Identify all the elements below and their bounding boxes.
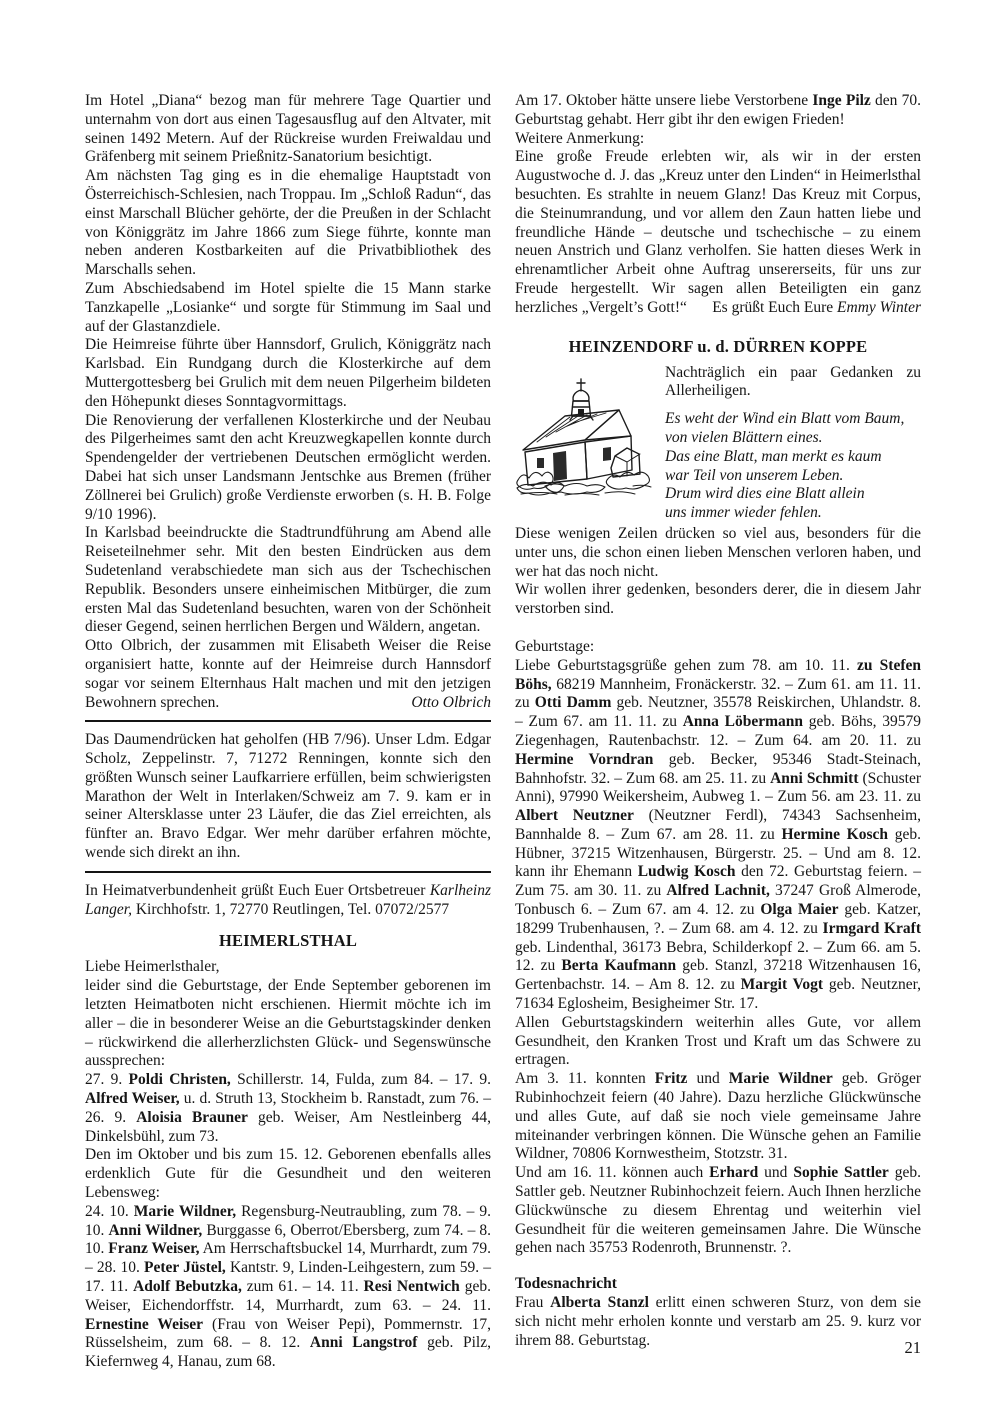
text-run: Kantstr. 9, Linden-Leihgestern, zum 59. – 17. 11.	[85, 1259, 491, 1296]
paragraph-with-signature	[515, 148, 921, 317]
ruby-wedding-sattler	[515, 1164, 921, 1258]
text-run: den 70. Geburtstag gehabt. Herr gibt ihr den ewigen Frieden!	[515, 92, 922, 128]
text-run: geb. Neutzner, 35578 Reiskirchen, Uhlandstr. 8. – Zum 67. am 11. 11. zu	[515, 694, 922, 731]
ortsbetreuer-greeting	[85, 882, 491, 920]
text-run: Schillerstr. 14, Fulda, zum 84. – 17. 9.	[230, 1071, 491, 1089]
poem-line: Drum wird dies eine Blatt allein	[665, 485, 865, 503]
bold-text: Fritz	[654, 1070, 688, 1088]
bold-text: Irmgard Kraft	[822, 919, 921, 937]
text-run: Und am 16. 11. können auch	[515, 1164, 710, 1182]
text-run: In Karlsbad beeindruckte die Stadtrundführung am Abend alle Reiseteilnehmer sehr. Mit den besten Eindrücken aus dem Sudetenland verabschiedete man sich aus der Tschechischen Republik. Besonders unsere einheimischen Mitbürger, die zum ersten Mal das Sudetenland besuchten, waren von der Schönheit dieser Gegend, seinen herrlichen Bergen und Wäldern, angetan.	[85, 524, 491, 636]
paragraph	[85, 280, 491, 336]
bold-text: Peter Jüstel,	[144, 1259, 226, 1277]
bold-text: Alfred Lachnit,	[666, 882, 770, 900]
birthday-list-september	[85, 1071, 491, 1146]
bold-text: Marie Wildner,	[133, 1202, 237, 1220]
text-run: leider sind die Geburtstage, der Ende September geborenen im letzten Heimatboten nicht erschienen. Hiermit möchte ich im aller – die in besonderer Weise an die Geburtstagskinder denken – rückwirkend die allerherzlichsten Glück- und Segenswünsche aussprechen:	[85, 977, 491, 1070]
text-run: Die Heimreise führte über Hannsdorf, Grulich, Königgrätz nach Karlsbad. Ein Rundgang durch die Klosterkirche auf dem Muttergottesberg bei Grulich mit dem neuen Pilgerheim bildeten den Höhepunkt dieses Sonntagvormittags.	[85, 336, 491, 410]
italic-text: Emmy Winter	[837, 298, 921, 316]
text-run: geb. Katzer, 18299 Trubenhausen, ?. – Zum 68. am 4. 12. zu	[515, 901, 922, 937]
text-run: zum 61. – 14. 11.	[241, 1278, 364, 1296]
text-run: geb. Böhs, 39579 Ziegenhagen, Rautenbachstr. 12. – Zum 64. am 20. 11. zu	[515, 713, 921, 749]
paragraph	[85, 167, 491, 280]
paragraph	[515, 638, 921, 657]
bold-text: Alberta Stanzl	[550, 1294, 649, 1312]
text-run: und	[687, 1070, 729, 1088]
signature	[712, 299, 921, 318]
text-run: geb. Stanzl, 37218 Witzenhausen 16, Gertenbachstr. 14. – Am 8. 12. zu	[515, 957, 921, 994]
signature	[411, 694, 491, 713]
page-number: 21	[904, 1338, 921, 1357]
bold-text: Anni Langstrof	[309, 1334, 418, 1352]
text-run: In Heimatverbundenheit grüßt Euch Euer Ortsbetreuer	[85, 881, 430, 899]
bold-text: Resi Nentwich	[363, 1278, 460, 1296]
text-run: Eine große Freude erlebten wir, als wir in der ersten Augustwoche d. J. das „Kreuz unter den Linden“ in Heimerlsthal besuchten. Es strahlte in neuem Glanz! Das Kreuz mit Corpus, die Steinumrandung, und vor allem den Zaun hatten liebe und freundliche Hände – deutsche und tschechische – zu einem neuen Anstrich und Glanz verholfen. Sie hatten dieses Werk in ehrenamtlicher Arbeit ohne Auftrag unsererseits, für uns zur Freude hergestellt. Wir sagen allen Beteiligten ein ganz herzliches „Vergelt’s Gott!“	[515, 148, 921, 316]
bold-text: Anna Löbermann	[682, 713, 804, 731]
text-run: 27. 9.	[85, 1071, 129, 1089]
paragraph	[515, 525, 921, 581]
bold-text: Berta Kaufmann	[561, 957, 677, 975]
text-run: Im Hotel „Diana“ bezog man für mehrere Tage Quartier und unternahm von dort aus einen Tagesausflug auf den Altvater, mit seinen 1492 Metern. Auf der Rückreise wurden Freiwaldau und Gräfenberg mit seinem Prießnitz-Sanatorium besichtigt.	[85, 92, 491, 166]
todesnachricht-heading	[515, 1275, 921, 1294]
ruby-wedding-wildner	[515, 1070, 921, 1164]
bold-text: Aloisia Brauner	[136, 1108, 248, 1126]
text-run: (Neutzner Ferdl), 74343 Sachsenheim, Bannhalde 8. – Zum 67. am 28. 11. zu	[515, 807, 921, 843]
bold-text: Todesnachricht	[515, 1275, 617, 1293]
text-run: geb. Hübner, 37215 Witzenhausen, Bürgerstr. 25. – Und am 8. 12. kann ihr Ehemann	[515, 825, 921, 881]
right-column	[515, 92, 921, 1350]
figure-text	[665, 364, 921, 523]
text-run: geb. Sattler geb. Neutzner Rubinhochzeit feiern. Auch Ihnen herzliche Glückwünsche zu diesem Ehrentag und weiterhin viel Gesundheit für die weiteren gemeinsamen Jahre. Die Wünsche gehen nach 35753 Rodenroth, Brunnenstr. ?.	[515, 1164, 921, 1257]
allerheiligen-figure	[515, 364, 921, 523]
poem-line: war Teil von unserem Leben.	[665, 466, 844, 484]
bold-text: Poldi Christen,	[128, 1071, 231, 1089]
text-run: Liebe Heimerlsthaler,	[85, 958, 220, 976]
text-run: Otto Olbrich, der zusammen mit Elisabeth Weiser die Reise organisiert hatte, konnte auf der Heimreise durch Hannsdorf sogar vor seinem Elternhaus Halt machen und mit den jetzigen Bewohnern sprechen.	[85, 637, 491, 711]
text-run: geb. Becker, 95346 Stadt-Steinach, Bahnhofstr. 32. – Zum 68. am 25. 11. zu	[515, 750, 921, 787]
text-run: und	[758, 1164, 794, 1182]
text-run: (Frau von Weiser Pepi), Pommernstr. 17, Rüsselsheim, zum 68. – 8. 12.	[85, 1315, 492, 1352]
paragraph	[515, 130, 921, 149]
spacer	[515, 1258, 921, 1275]
paragraph	[85, 524, 491, 637]
bold-text: Otti Damm	[534, 694, 612, 712]
text-run: Zum Abschiedsabend im Hotel spielte die 15 Mann starke Tanzkapelle „Losianke“ und sorgte für Stimmung im Saal und auf der Glastanzdiele.	[85, 279, 491, 335]
bold-text: Adolf Bebutzka,	[133, 1278, 242, 1296]
birthday-list-october-december	[85, 1203, 491, 1372]
bold-text: Ludwig Kosch	[637, 863, 736, 881]
text-run: geb. Weiser, Am Nestleinberg 44, Dinkelsbühl, zum 73.	[85, 1108, 491, 1145]
bold-text: Margit Vogt	[740, 976, 824, 994]
text-run: Allen Geburtstagskindern weiterhin alles Gute, vor allem Gesundheit, den Kranken Trost und Kraft um das Schwere zu ertragen.	[515, 1013, 921, 1069]
paragraph-with-signature	[85, 637, 491, 712]
text-run: Weitere Anmerkung:	[515, 129, 645, 147]
text-run: Regensburg-Neutraubling, zum 78. – 9. 10.	[85, 1202, 491, 1239]
paragraph	[85, 958, 491, 977]
text-run: geb. Pilz, Kiefernweg 4, Hanau, zum 68.	[85, 1334, 491, 1371]
text-run: (Schuster Anni), 97990 Weikersheim, Aubweg 1. – Zum 56. am 23. 11. zu	[515, 769, 921, 806]
bold-text: Ernestine Weiser	[85, 1315, 204, 1333]
section-heading-heinzendorf: HEINZENDORF u. d. DÜRREN KOPPE	[568, 336, 868, 356]
poem-line: von vielen Blättern eines.	[665, 428, 823, 446]
text-run: Geburtstage:	[515, 637, 595, 655]
inge-pilz-memorial	[515, 92, 921, 130]
bold-text: Anni Wildner,	[108, 1221, 203, 1239]
bold-text: Alfred Weiser,	[85, 1090, 180, 1108]
text-run: Nachträglich ein paar Gedanken zu Allerheiligen.	[665, 363, 921, 400]
text-run: 37247 Groß Almerode, Tonbusch 6. – Zum 67. am 4. 12. zu	[515, 882, 921, 919]
paragraph	[85, 412, 491, 525]
text-run: geb. Gröger Rubinhochzeit feiern (40 Jahre). Dazu herzliche Glückwünsche und alles Gute, auf daß sie noch viele gemeinsame Jahre miteinander verbringen können. Die Wünsche gehen an Familie Wildner, 70806 Kornwestheim, Stotzstr. 31.	[515, 1070, 921, 1163]
church-chapel-sketch	[515, 364, 665, 523]
bold-text: Hermine Kosch	[781, 825, 889, 843]
figure-intro	[665, 364, 921, 402]
bold-text: zu Stefen Böhs,	[515, 656, 921, 693]
text-run: Kirchhofstr. 1, 72770 Reutlingen, Tel. 07072/2577	[131, 900, 450, 918]
text-run: den 72. Geburtstag feiern. – Zum 75. am 30. 11. zu	[515, 863, 922, 900]
bold-text: Anni Schmitt	[770, 769, 859, 787]
bold-text: Albert Neutzner	[515, 807, 634, 825]
text-run: geb. Neutzner, 71634 Eglosheim, Besigheimer Str. 17.	[515, 976, 921, 1013]
text-run: Das Daumendrücken hat geholfen (HB 7/96). Unser Ldm. Edgar Scholz, Zeppelinstr. 7, 71272 Renningen, konnte sich den größten Wunsch seiner Laufkarriere erfüllen, beim schwierigsten Marathon der Welt in Interlaken/Schweiz am 7. 9. kam er in seiner Altersklasse unter 23 Läufer, die das Ziel erreichten, als fünfter an. Bravo Edgar. Wer mehr darüber erfahren möchte, wende sich direkt an ihn.	[85, 731, 491, 862]
text-run: Wir wollen ihrer gedenken, besonders derer, die in diesem Jahr verstorben sind.	[515, 581, 921, 618]
text-run: Am Herrschaftsbuckel 14, Murrhardt, zum 79. – 28. 10.	[85, 1240, 491, 1277]
spacer	[515, 619, 921, 638]
text-run: Den im Oktober und bis zum 15. 12. Geborenen ebenfalls alles erdenklich Gute für die Gesundheit und den weiteren Lebensweg:	[85, 1146, 491, 1202]
text-run: Am 3. 11. konnten	[515, 1070, 655, 1088]
text-run: Liebe Geburtstagsgrüße gehen zum 78. am 10. 11.	[515, 656, 858, 674]
text-run: Diese wenigen Zeilen drücken so viel aus, besonders für die unter uns, die schon einen lieben Menschen verloren haben, und wer hat das noch nicht.	[515, 524, 921, 580]
paragraph	[85, 977, 491, 1071]
italic-text: Karlheinz Langer,	[85, 881, 491, 918]
paragraph	[85, 1146, 491, 1202]
paragraph	[85, 731, 491, 863]
church-chapel-sketch	[515, 376, 655, 498]
text-run: Am nächsten Tag ging es in die ehemalige Hauptstadt von Österreichisch-Schlesien, nach Troppau. Im „Schloß Radun“, das einst Marschall Blücher gehörte, der die Preußen in der Schlacht von Königgrätz im Jahre 1866 zum Siege führte, konnte man neben anderen Kostbarkeiten auf die Privatbibliothek des Marschalls sehen.	[85, 167, 491, 279]
birthday-list-november-december	[515, 657, 921, 1014]
text-run: Am 17. Oktober hätte unsere liebe Verstorbene	[515, 92, 813, 109]
bold-text: Hermine Vorndran	[515, 750, 654, 768]
bold-text: Marie Wildner	[728, 1070, 833, 1088]
italic-text: Otto Olbrich	[411, 693, 491, 711]
text-run: Frau	[515, 1294, 551, 1312]
paragraph	[515, 581, 921, 619]
text-run: erlitt einen schweren Sturz, von dem sie sich nicht mehr erholen konnte und verstarb am 25. 9. kurz vor ihrem 88. Geburtstag.	[515, 1294, 921, 1349]
memorial-poem	[665, 410, 921, 523]
text-run: 24. 10.	[85, 1202, 134, 1220]
bold-text: Erhard	[709, 1164, 759, 1182]
text-run: geb. Lindenthal, 36173 Bebra, Schilderkopf 2. – Zum 66. am 5. 12. zu	[515, 938, 921, 975]
bold-text: Franz Weiser,	[108, 1240, 200, 1258]
paragraph	[85, 92, 491, 167]
cross-icon	[577, 379, 585, 391]
section-heading-heimerlsthal: HEIMERLSTHAL	[218, 931, 358, 951]
section-divider	[85, 720, 491, 722]
paragraph	[515, 1014, 921, 1070]
poem-line: uns immer wieder fehlen.	[665, 504, 822, 522]
bold-text: Sophie Sattler	[793, 1164, 889, 1182]
section-divider	[85, 871, 491, 873]
text-run: 68219 Mannheim, Fronäckerstr. 32. – Zum 61. am 11. 11. zu	[515, 675, 921, 712]
text-run: Die Renovierung der verfallenen Klosterkirche und der Neubau des Pilgerheimes samt den acht Kreuzwegkapellen konnte durch Spendengelder der vertriebenen Deutschen ermöglicht werden. Dabei hat sich unser Landsmann Jentschke aus Bremen (früher Zöllnerei bei Grulich) große Verdienste erworben (s. H. B. Folge 9/10 1996).	[85, 411, 491, 523]
text-run: geb. Weiser, Eichendorffstr. 14, Murrhardt, zum 63. – 24. 11.	[85, 1278, 491, 1314]
bold-text: Olga Maier	[760, 901, 839, 919]
paragraph	[85, 336, 491, 411]
poem-line: Das eine Blatt, man merkt es kaum	[665, 447, 882, 465]
left-column	[85, 92, 491, 1372]
bold-text: Inge Pilz	[812, 92, 871, 109]
text-run: u. d. Struth 13, Stockheim b. Ranstadt, zum 76. – 26. 9.	[85, 1090, 491, 1126]
text-run: Burggasse 6, Oberrot/Ebersberg, zum 74. – 8. 10.	[85, 1221, 492, 1258]
poem-line: Es weht der Wind ein Blatt vom Baum,	[665, 410, 905, 428]
text-run: Es grüßt Euch Eure	[712, 298, 838, 316]
